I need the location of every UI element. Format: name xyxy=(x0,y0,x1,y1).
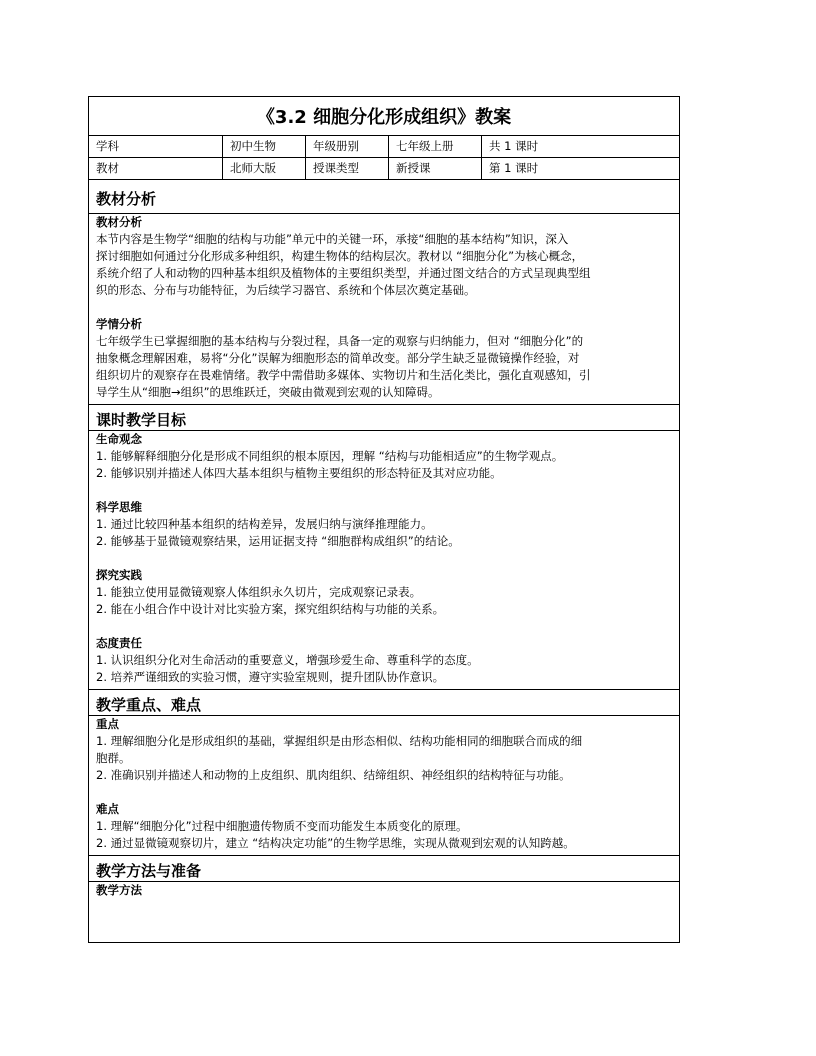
section-heading-keypoints: 教学重点、难点 xyxy=(89,690,679,716)
key-item: 2. 准确识别并描述人和动物的上皮组织、肌肉组织、结缔组织、神经组织的结构特征与功能。 xyxy=(96,768,571,782)
info-cell: 年级册别 xyxy=(306,136,389,157)
subheading-goal: 生命观念 xyxy=(96,432,142,446)
paragraph-line: 导学生从“细胞→组织”的思维跃迁，突破由微观到宏观的认知障碍。 xyxy=(96,385,440,399)
goal-item: 1. 能够解释细胞分化是形成不同组织的根本原因，理解 “结构与功能相适应”的生物学观点。 xyxy=(96,449,564,463)
paragraph-line: 系统介绍了人和动物的四种基本组织及植物体的主要组织类型，并通过图文结合的方式呈现典型组 xyxy=(96,266,591,280)
goal-item: 2. 能够识别并描述人体四大基本组织与植物主要组织的形态特征及其对应功能。 xyxy=(96,466,502,480)
goal-item: 1. 通过比较四种基本组织的结构差异，发展归纳与演绎推理能力。 xyxy=(96,517,433,531)
info-cell: 共 1 课时 xyxy=(489,139,539,153)
subheading-methods: 教学方法 xyxy=(96,883,142,897)
key-item: 胞群。 xyxy=(96,751,131,765)
goal-item: 2. 培养严谨细致的实验习惯，遵守实验室规则，提升团队协作意识。 xyxy=(96,670,445,684)
info-cell: 学科 xyxy=(89,136,223,157)
difficult-item: 1. 理解“细胞分化”过程中细胞遗传物质不变而功能发生本质变化的原理。 xyxy=(96,819,468,833)
paragraph-line: 七年级学生已掌握细胞的基本结构与分裂过程，具备一定的观察与归纳能力，但对 “细胞分化”的 xyxy=(96,334,584,348)
subheading-goal: 态度责任 xyxy=(96,636,142,650)
subheading-goal: 科学思维 xyxy=(96,500,142,514)
section-heading-goals: 课时教学目标 xyxy=(89,405,679,431)
goal-item: 1. 能独立使用显微镜观察人体组织永久切片，完成观察记录表。 xyxy=(96,585,422,599)
paragraph-line: 本节内容是生物学“细胞的结构与功能”单元中的关键一环，承接“细胞的基本结构”知识，深入 xyxy=(96,232,569,246)
paragraph-line: 组织切片的观察存在畏难情绪。教学中需借助多媒体、实物切片和生活化类比，强化直观感知，引 xyxy=(96,368,591,382)
goal-item: 2. 能够基于显微镜观察结果，运用证据支持 “细胞群构成组织”的结论。 xyxy=(96,534,460,548)
info-cell: 七年级上册 xyxy=(389,136,482,157)
lesson-plan-table xyxy=(88,96,680,943)
subheading-goal: 探究实践 xyxy=(96,568,142,582)
keypoints-body xyxy=(89,716,679,856)
subheading-student: 学情分析 xyxy=(96,317,142,331)
goal-item: 1. 认识组织分化对生命活动的重要意义，增强珍爱生命、尊重科学的态度。 xyxy=(96,653,479,667)
info-row-subject xyxy=(89,136,679,158)
info-cell: 初中生物 xyxy=(223,136,306,157)
subheading-textbook: 教材分析 xyxy=(96,215,142,229)
paragraph-line: 抽象概念理解困难，易将“分化”误解为细胞形态的简单改变。部分学生缺乏显微镜操作经验，对 xyxy=(96,351,580,365)
section-heading-methods: 教学方法与准备 xyxy=(89,856,679,882)
goal-item: 2. 能在小组合作中设计对比实验方案，探究组织结构与功能的关系。 xyxy=(96,602,445,616)
title-text: 《3.2 细胞分化形成组织》教案 xyxy=(257,103,511,129)
difficult-item: 2. 通过显微镜观察切片，建立 “结构决定功能”的生物学思维，实现从微观到宏观的认知跨越。 xyxy=(96,836,575,850)
methods-body xyxy=(89,882,679,899)
info-cell: 北师大版 xyxy=(223,158,306,179)
info-cell: 新授课 xyxy=(389,158,482,179)
key-item: 1. 理解细胞分化是形成组织的基础，掌握组织是由形态相似、结构功能相同的细胞联合而成的细 xyxy=(96,734,583,748)
paragraph-line: 探讨细胞如何通过分化形成多种组织，构建生物体的结构层次。教材以 “细胞分化”为核心概念， xyxy=(96,249,584,263)
subheading-difficult: 难点 xyxy=(96,802,119,816)
info-cell: 授课类型 xyxy=(306,158,389,179)
goals-body xyxy=(89,431,679,690)
paragraph-line: 织的形态、分布与功能特征，为后续学习器官、系统和个体层次奠定基础。 xyxy=(96,283,476,297)
section-heading-analysis: 教材分析 xyxy=(89,180,679,214)
analysis-body xyxy=(89,214,679,405)
info-cell: 第 1 课时 xyxy=(489,161,539,175)
document-title xyxy=(89,97,679,136)
subheading-key: 重点 xyxy=(96,717,119,731)
info-cell: 教材 xyxy=(89,158,223,179)
info-row-textbook xyxy=(89,158,679,180)
